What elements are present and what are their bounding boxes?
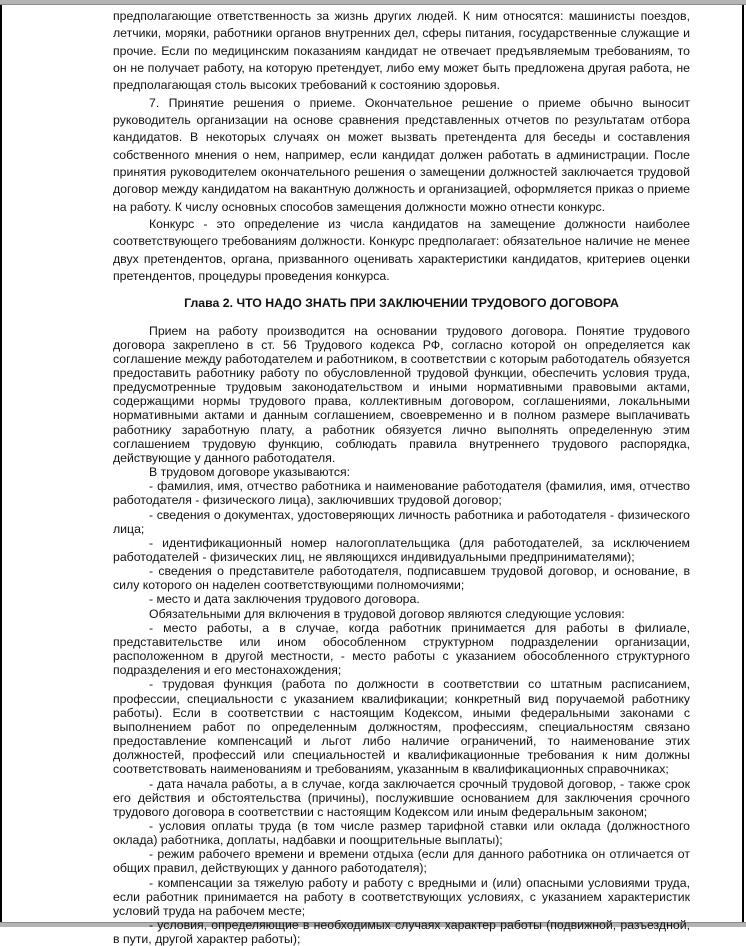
- chapter-heading: Глава 2. ЧТО НАДО ЗНАТЬ ПРИ ЗАКЛЮЧЕНИИ ТРУДОВОГО ДОГОВОРА: [113, 286, 690, 324]
- section-chapter-2: [113, 324, 690, 946]
- paragraph: предполагающие ответственность за жизнь других людей. К ним относятся: машинисты поездов, летчики, моряки, работники органов внутренних дел, сферы питания, государственные служащие и прочие. Если по медицинским показаниям кандидат не отвечает предъявляемым требованиям, то он не получает работу, на которую претендует, либо ему может быть предложена другая работа, не предполагающая столь высоких требований к состоянию здоровья.: [113, 8, 690, 95]
- list-item: - сведения о представителе работодателя, подписавшем трудовой договор, и основание, в силу которого он наделен соответствующими полномочиями;: [113, 564, 690, 592]
- list-item: - место работы, а в случае, когда работник принимается для работы в филиале, представительстве или ином обособленном структурном подразделении организации, расположенном в другой местности, - место работы с указанием обособленного структурного подразделения и его местонахождения;: [113, 621, 690, 678]
- list-item: - условия оплаты труда (в том числе размер тарифной ставки или оклада (должностного оклада) работника, доплаты, надбавки и поощрительные выплаты);: [113, 819, 690, 847]
- paragraph: Прием на работу производится на основании трудового договора. Понятие трудового договора закреплено в ст. 56 Трудового кодекса РФ, согласно которой он определяется как соглашение между работодателем и работником, в соответствии с которым работодатель обязуется предоставить работнику работу по обусловленной трудовой функции, обеспечить условия труда, предусмотренные трудовым законодательством и иными нормативными правовыми актами, содержащими нормы трудового права, коллективным договором, соглашениями, локальными нормативными актами и данным соглашением, своевременно и в полном размере выплачивать работнику заработную плату, а работник обязуется лично выполнять определенную этим соглашением трудовую функцию, соблюдать правила внутреннего трудового распорядка, действующие у данного работодателя.: [113, 324, 690, 466]
- section-continuation: [113, 8, 690, 286]
- list-item: - компенсации за тяжелую работу и работу с вредными и (или) опасными условиями труда, если работник принимается на работу в соответствующих условиях, с указанием характеристик условий труда на рабочем месте;: [113, 876, 690, 918]
- list-item: - место и дата заключения трудового договора.: [113, 592, 690, 606]
- page-left-border: [0, 5, 2, 922]
- paragraph: Конкурс - это определение из числа кандидатов на замещение должности наиболее соответствующего требованиям должности. Конкурс предполагает: обязательное наличие не менее двух претендентов, органа, призванного оценивать характеристики кандидатов, критериев оценки претендентов, процедуры проведения конкурса.: [113, 216, 690, 285]
- paragraph: 7. Принятие решения о приеме. Окончательное решение о приеме обычно выносит руководитель организации на основе сравнения представленных отчетов по результатам отбора кандидатов. В некоторых случаях он может вызвать претендента для беседы и составления собственного мнения о нем, например, если кандидат должен работать в администрации. После принятия руководителем окончательного решения о замещении должностей заключается трудовой договор между кандидатом на вакантную должность и организацией, оформляется приказ о приеме на работу. К числу основных способов замещения должности можно отнести конкурс.: [113, 95, 690, 216]
- page-right-border: [742, 5, 744, 922]
- paragraph: Обязательными для включения в трудовой договор являются следующие условия:: [113, 607, 690, 621]
- list-item: - фамилия, имя, отчество работника и наименование работодателя (фамилия, имя, отчество работодателя - физического лица), заключивших трудовой договор;: [113, 479, 690, 507]
- list-item: - условия, определяющие в необходимых случаях характер работы (подвижной, разъездной, в пути, другой характер работы);: [113, 918, 690, 946]
- list-item: - трудовая функция (работа по должности в соответствии со штатным расписанием, профессии, специальности с указанием квалификации; конкретный вид поручаемой работнику работы). Если в соответствии с настоящим Кодексом, иными федеральными законами с выполнением работ по определенным должностям, профессиям, специальностям связано предоставление компенсаций и льгот либо наличие ограничений, то наименование этих должностей, профессий или специальностей и квалификационные требования к ним должны соответствовать наименованиям и требованиям, указанным в квалификационных справочниках;: [113, 677, 690, 776]
- list-item: - идентификационный номер налогоплательщика (для работодателей, за исключением работодателей - физических лиц, не являющихся индивидуальными предпринимателями);: [113, 536, 690, 564]
- list-item: - режим рабочего времени и времени отдыха (если для данного работника он отличается от общих правил, действующих у данного работодателя);: [113, 847, 690, 875]
- list-item: - сведения о документах, удостоверяющих личность работника и работодателя - физического лица;: [113, 508, 690, 536]
- document-page: [113, 8, 690, 946]
- page-top-edge: [0, 0, 746, 5]
- list-item: - дата начала работы, а в случае, когда заключается срочный трудовой договор, - также срок его действия и обстоятельства (причины), послужившие основанием для заключения срочного трудового договора в соответствии с настоящим Кодексом или иным федеральным законом;: [113, 777, 690, 819]
- paragraph: В трудовом договоре указываются:: [113, 465, 690, 479]
